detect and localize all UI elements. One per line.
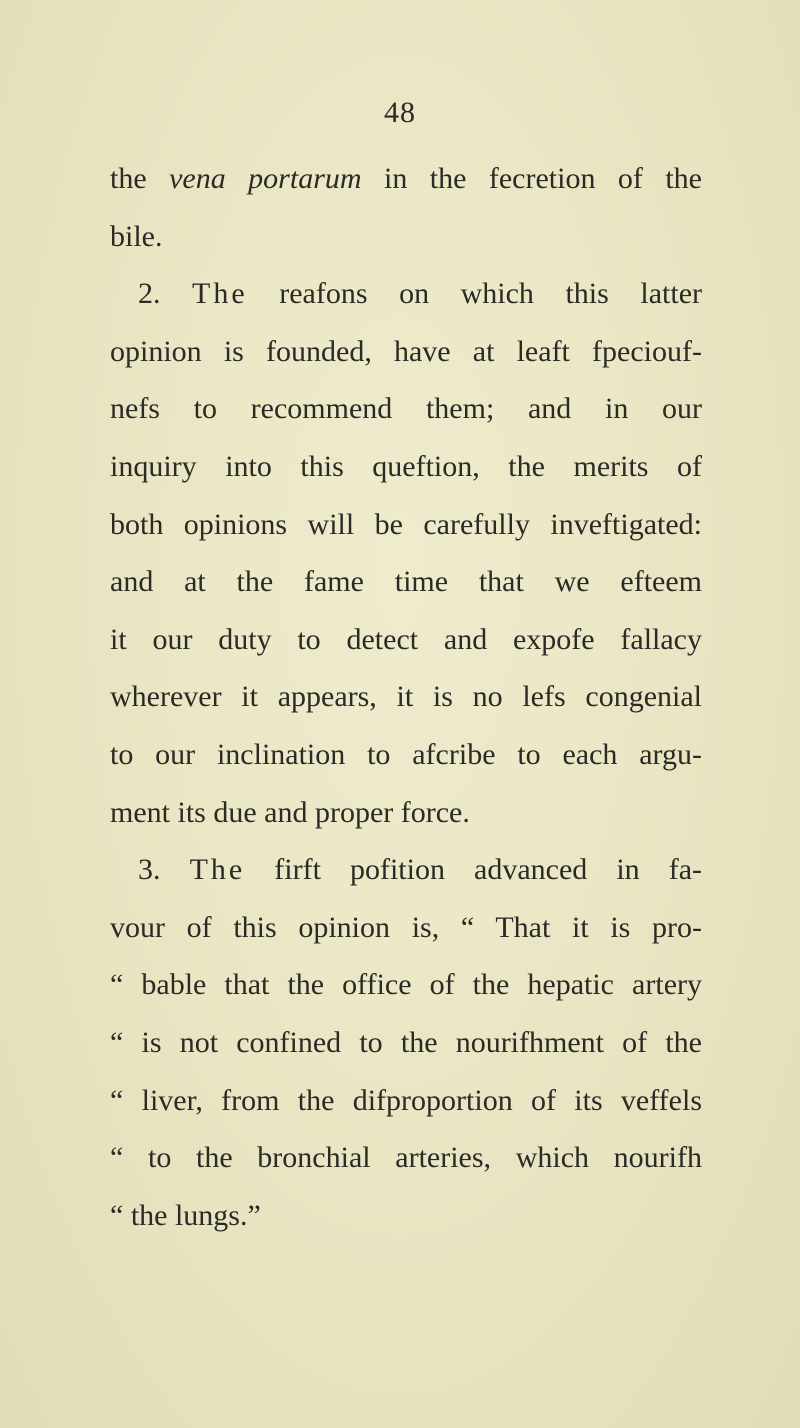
- text-line: and at the fame time that we efteem: [110, 565, 702, 599]
- text-line: opinion is founded, have at leaft fpeciouf-: [110, 334, 702, 368]
- quote-line: “ liver, from the difproportion of its veffels: [110, 1083, 702, 1117]
- text-line: bile.: [110, 219, 163, 253]
- text-line: vour of this opinion is, “ That it is pro-: [110, 910, 702, 944]
- page-number: 48: [384, 96, 416, 129]
- italic-term: vena portarum: [169, 162, 362, 195]
- quote-line: “ bable that the office of the hepatic artery: [110, 968, 702, 1002]
- small-caps-word: The: [192, 277, 248, 311]
- paragraph-number: 2.: [138, 277, 193, 311]
- text-line: both opinions will be carefully inveftigated:: [110, 507, 702, 541]
- body-text: [110, 150, 702, 1244]
- text-line: it our duty to detect and expofe fallacy: [110, 622, 702, 656]
- quote-line: “ is not confined to the nourifhment of the: [110, 1025, 702, 1059]
- text-line: the vena portarum in the fecretion of the: [110, 162, 703, 195]
- paragraph-number: 3.: [138, 853, 190, 887]
- quote-line: “ to the bronchial arteries, which nourifh: [110, 1141, 702, 1175]
- text-line: ment its due and proper force.: [110, 795, 470, 829]
- quote-line: “ the lungs.”: [110, 1198, 261, 1232]
- paragraph-start: 2. The reafons on which this latter: [138, 277, 702, 311]
- paragraph-start: 3. The firft pofition advanced in fa-: [138, 853, 703, 887]
- small-caps-word: The: [189, 853, 246, 887]
- text-line: to our inclination to afcribe to each argu-: [110, 737, 702, 771]
- text-line: inquiry into this queftion, the merits of: [110, 449, 702, 483]
- text-line: nefs to recommend them; and in our: [110, 392, 702, 426]
- text-line: wherever it appears, it is no lefs congenial: [110, 680, 702, 714]
